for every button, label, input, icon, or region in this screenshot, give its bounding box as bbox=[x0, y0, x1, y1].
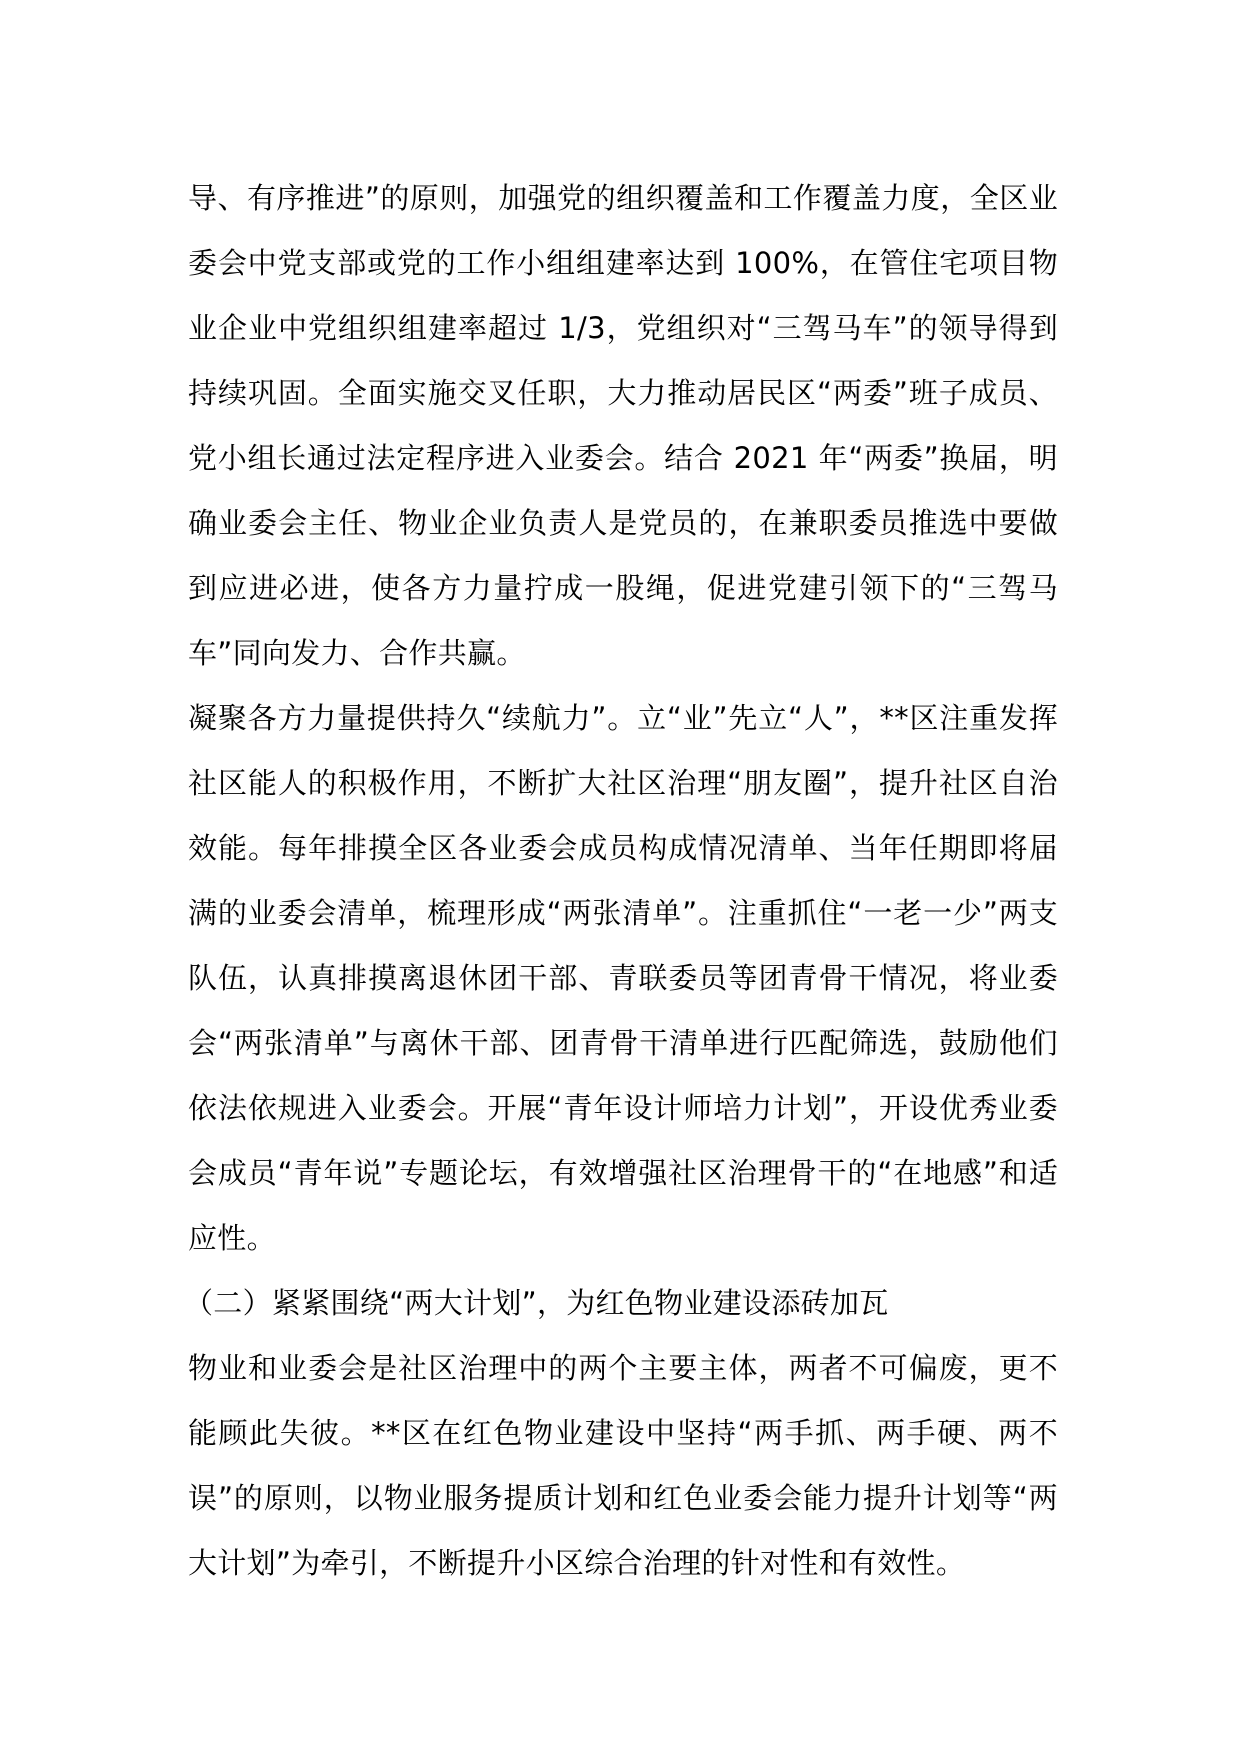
paragraph-endurance: 凝聚各方力量提供持久“续航力”。立“业”先立“人”，**区注重发挥社区能人的积极作用，不断扩大社区治理“朋友圈”，提升社区自治效能。每年排摸全区各业委会成员构成情况清单、当年任期即将届满的业委会清单，梳理形成“两张清单”。注重抓住“一老一少”两支队伍，认真排摸离退休团干部、青联委员等团青骨干情况，将业委会“两张清单”与离休干部、团青骨干清单进行匹配筛选，鼓励他们依法依规进入业委会。开展“青年设计师培力计划”，开设优秀业委会成员“青年说”专题论坛，有效增强社区治理骨干的“在地感”和适应性。 bbox=[188, 701, 1058, 1255]
document-body bbox=[184, 166, 1058, 1596]
section-heading-two-plans: （二）紧紧围绕“两大计划”，为红色物业建设添砖加瓦 bbox=[184, 1286, 889, 1320]
paragraph-party-coverage: 导、有序推进”的原则，加强党的组织覆盖和工作覆盖力度，全区业委会中党支部或党的工作小组组建率达到 100%，在管住宅项目物业企业中党组织组建率超过 1/3，党组织对“三驾马车”的领导得到持续巩固。全面实施交叉任职，大力推动居民区“两委”班子成员、党小组长通过法定程序进入业委会。结合 2021 年“两委”换届，明确业委会主任、物业企业负责人是党员的，在兼职委员推选中要做到应进必进，使各方力量拧成一股绳，促进党建引领下的“三驾马车”同向发力、合作共赢。 bbox=[188, 181, 1058, 670]
paragraph-property-committee: 物业和业委会是社区治理中的两个主要主体，两者不可偏废，更不能顾此失彼。**区在红色物业建设中坚持“两手抓、两手硬、两不误”的原则，以物业服务提质计划和红色业委会能力提升计划等“两大计划”为牵引，不断提升小区综合治理的针对性和有效性。 bbox=[188, 1351, 1058, 1580]
